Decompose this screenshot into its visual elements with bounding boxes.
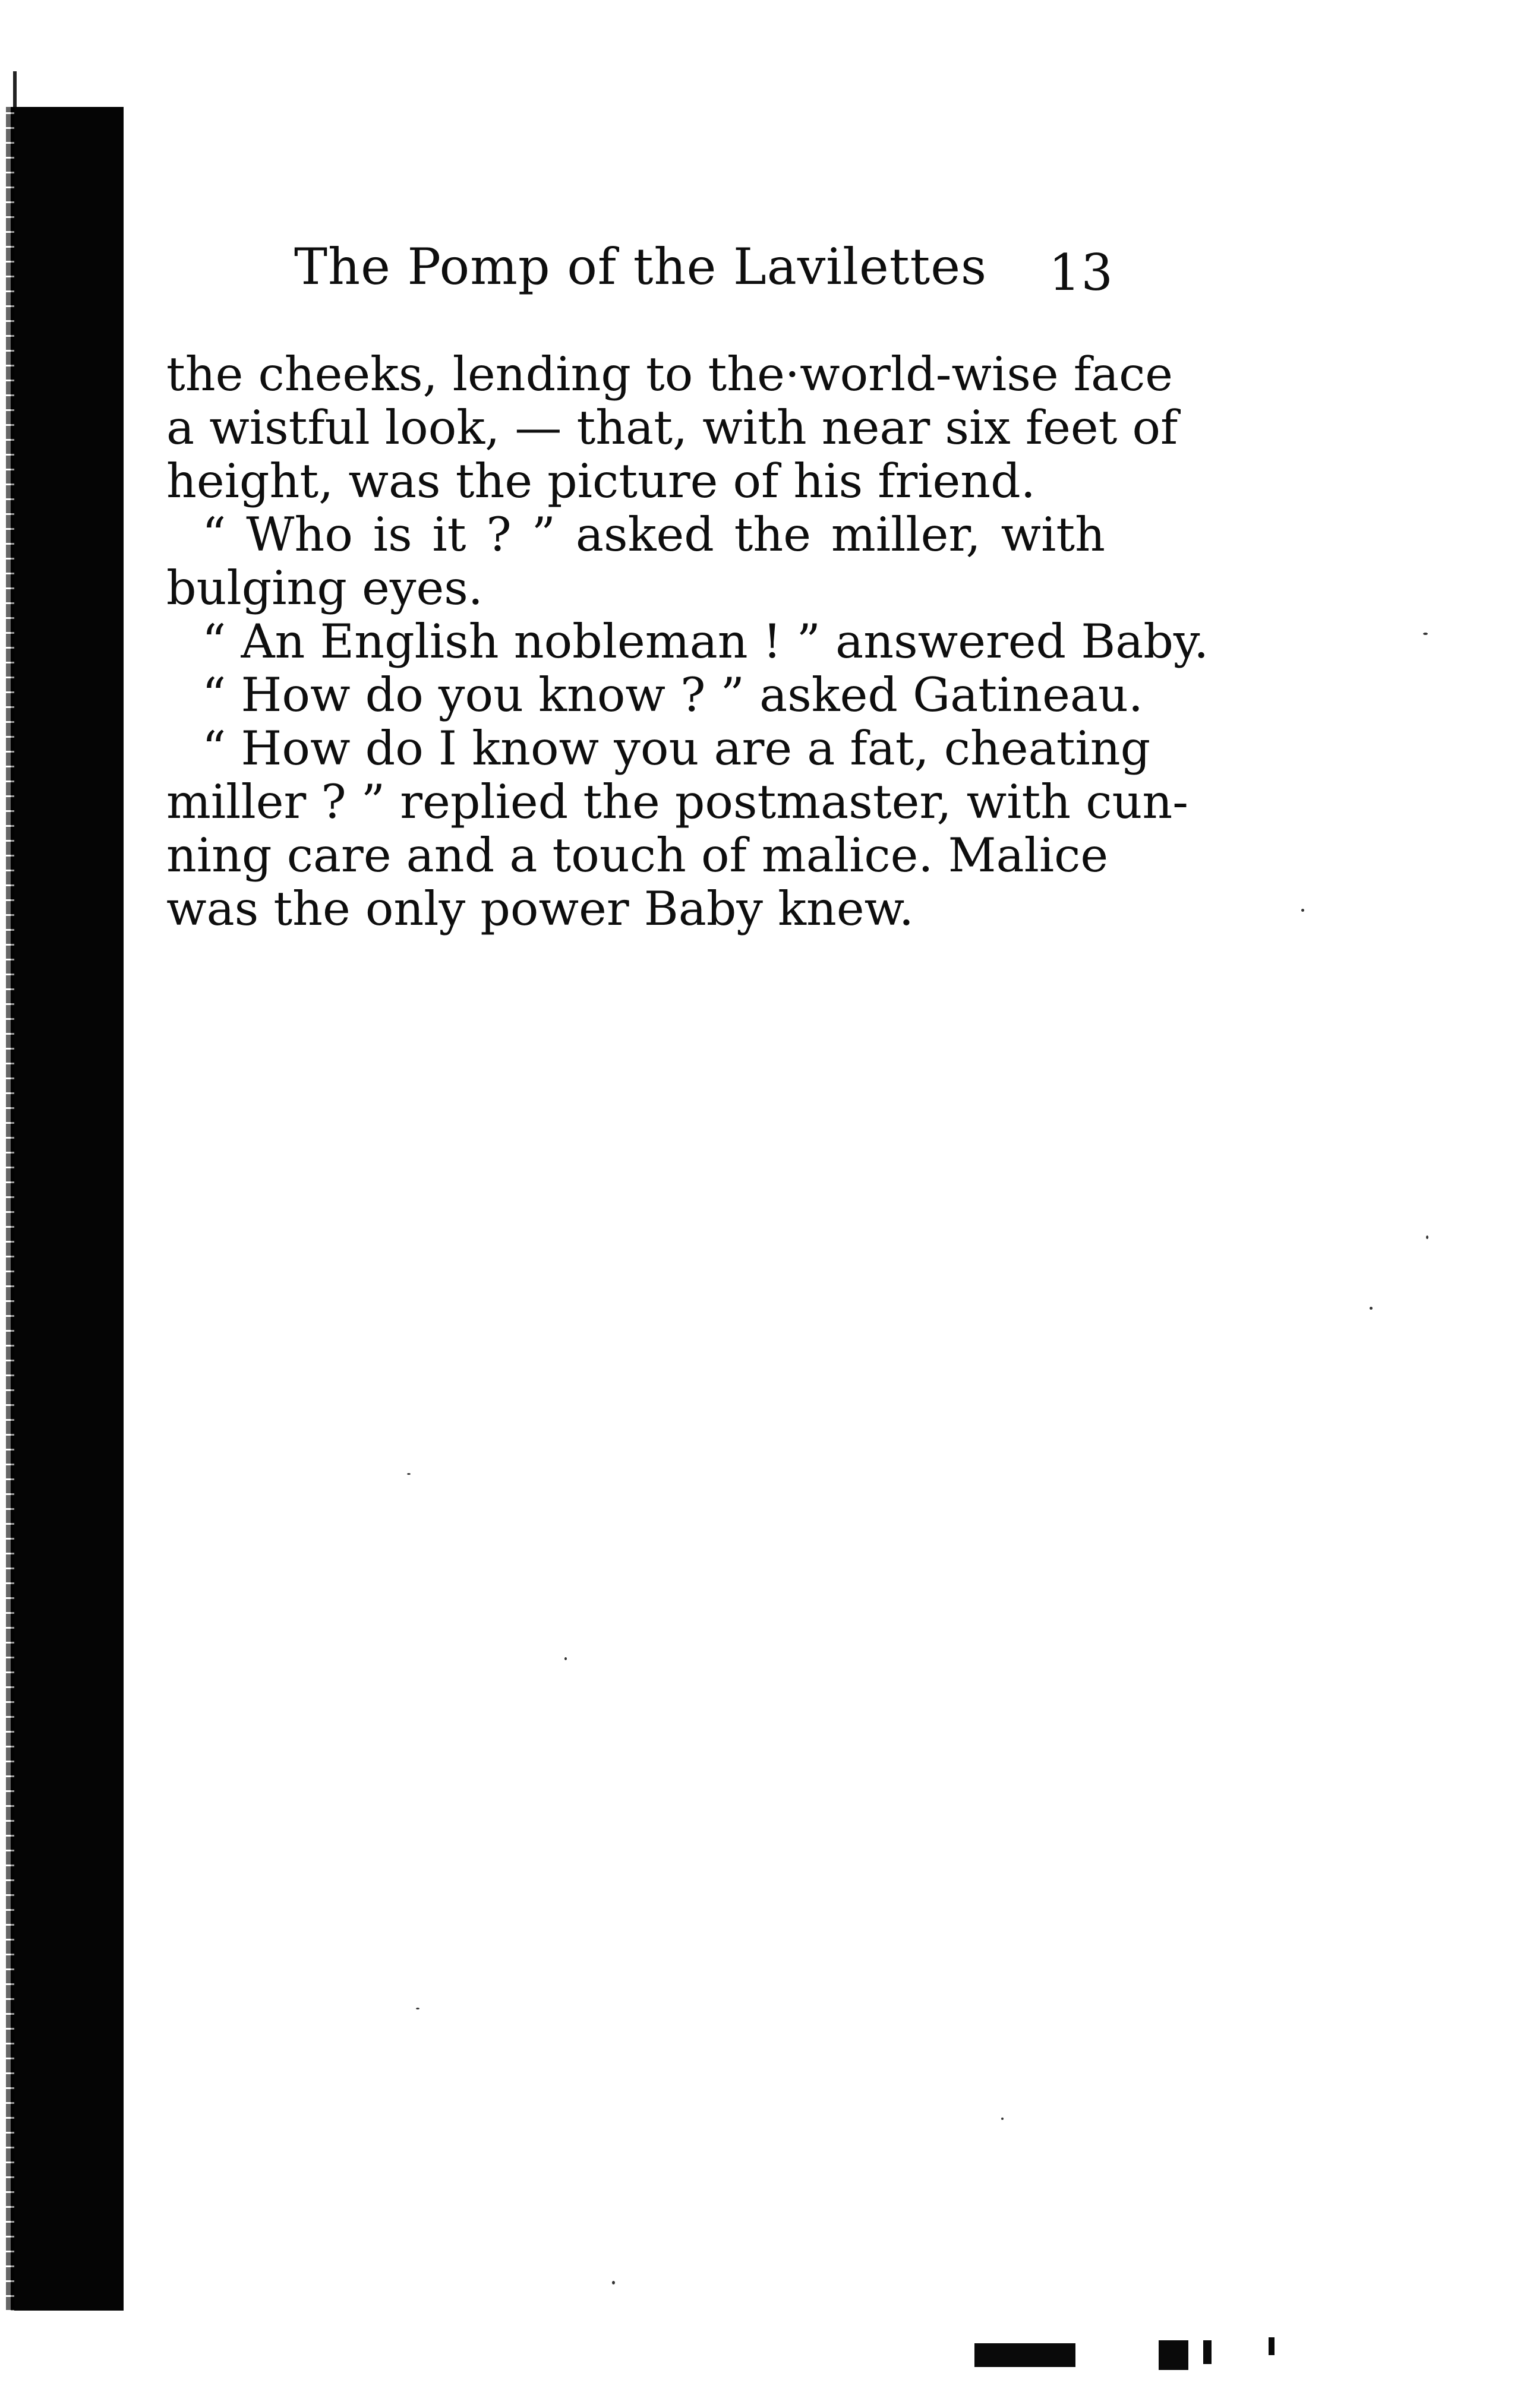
text-line: “ How do you know ? ” asked Gatineau. [202, 668, 1144, 722]
text-line: “ How do I know you are a fat, cheating [202, 721, 1151, 776]
scan-speck [1426, 1235, 1428, 1239]
scan-speck [564, 1657, 567, 1660]
scan-register-mark [1159, 2340, 1188, 2370]
scan-register-mark [1269, 2337, 1275, 2355]
running-head-title: The Pomp of the Lavilettes [294, 238, 988, 296]
text-line: height, was the picture of his friend. [166, 454, 1036, 508]
scan-speck [1370, 1307, 1373, 1310]
scan-speck [416, 2008, 419, 2009]
text-line: miller ? ” replied the postmaster, with cun- [166, 775, 1188, 829]
scan-speck [407, 1473, 411, 1475]
text-line: was the only power Baby knew. [166, 881, 914, 936]
scan-speck [1301, 909, 1304, 912]
text-line: a wistful look, — that, with near six feet of [166, 400, 1178, 455]
scan-binding-shadow [11, 107, 124, 2311]
scan-speck [1423, 633, 1428, 635]
text-line: ning care and a touch of malice. Malice [166, 828, 1109, 883]
text-line: the cheeks, lending to the·world-wise face [166, 347, 1173, 402]
scan-edge-mark [13, 71, 17, 107]
scan-register-mark [974, 2343, 1075, 2367]
body-text [166, 347, 1209, 936]
text-line: “ Who is it ? ” asked the miller, with [202, 507, 1105, 562]
scan-speck [612, 2281, 615, 2284]
page-number: 13 [1049, 244, 1113, 302]
scan-speck [1001, 2118, 1004, 2120]
text-line: “ An English nobleman ! ” answered Baby. [202, 614, 1209, 669]
text-line: bulging eyes. [166, 561, 483, 615]
scan-register-mark [1203, 2340, 1212, 2364]
